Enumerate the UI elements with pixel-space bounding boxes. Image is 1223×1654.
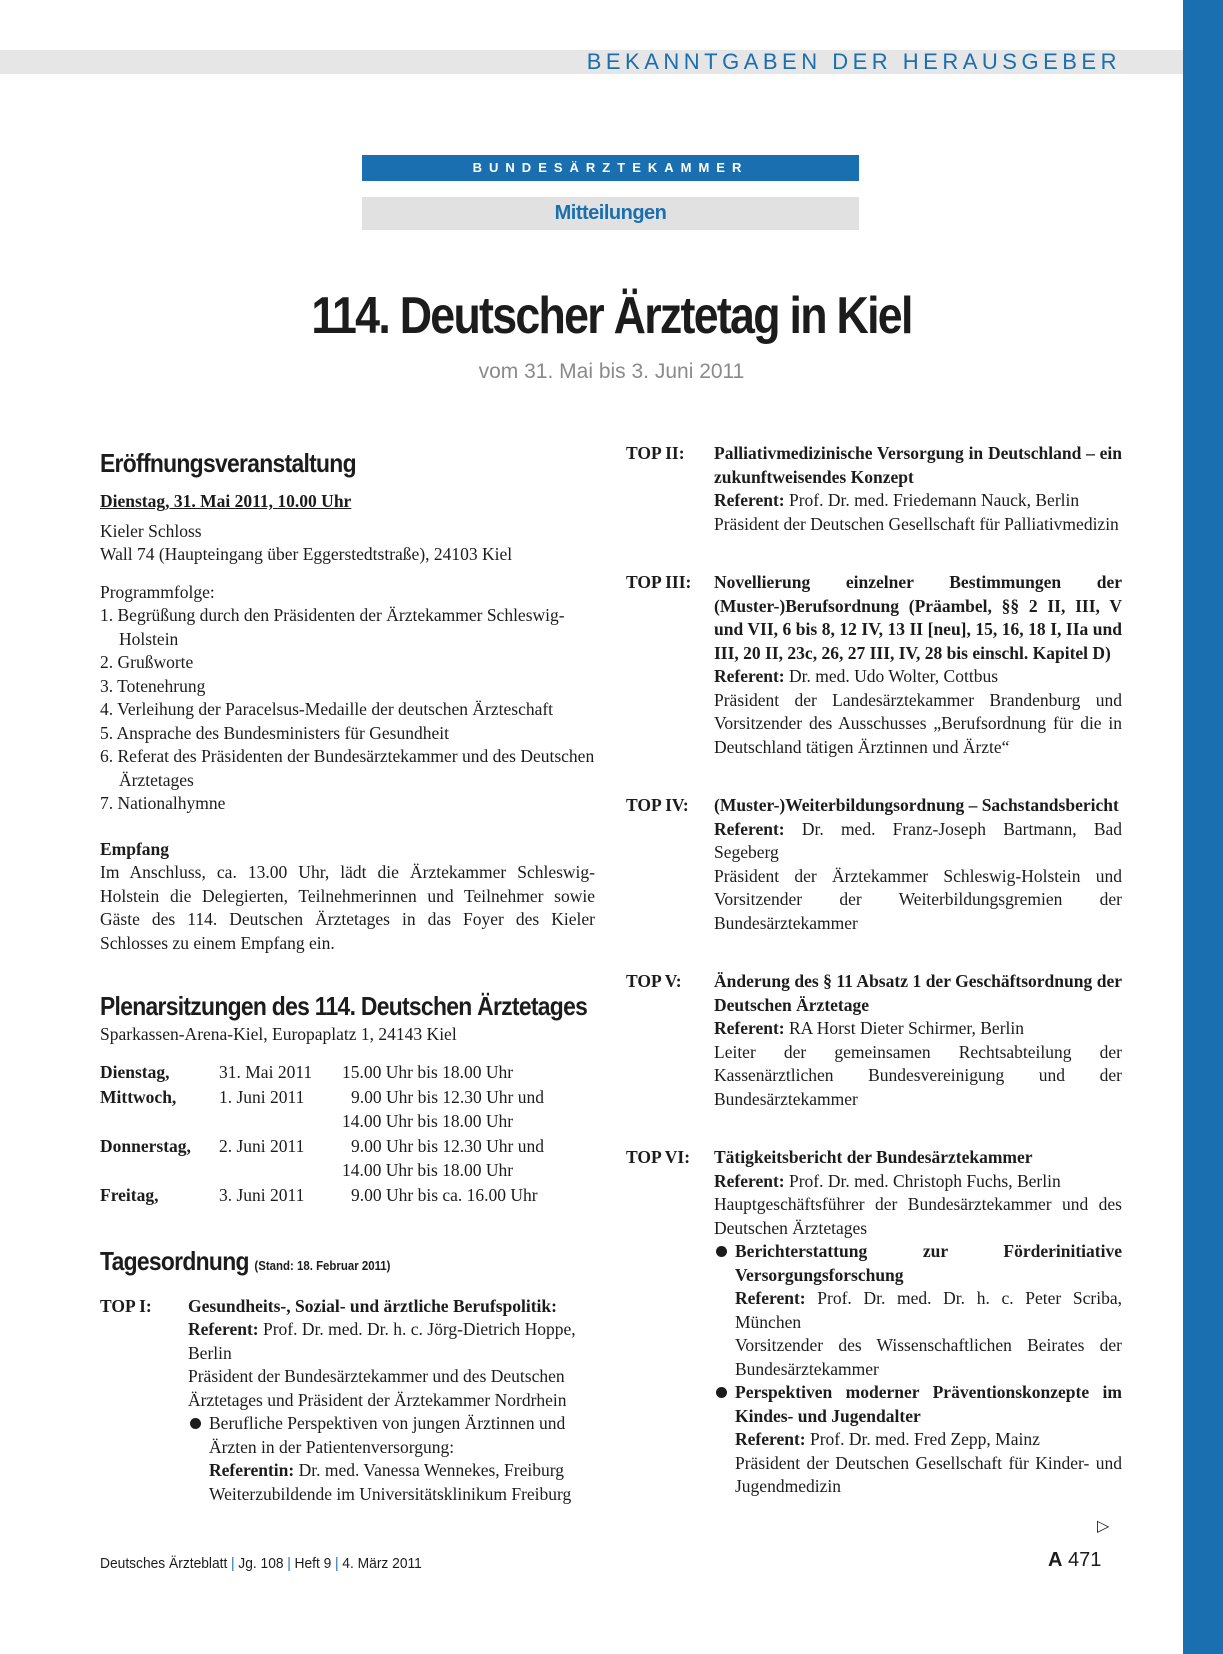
agenda-top-4: [626, 794, 1122, 935]
program-item: 5. Ansprache des Bundesministers für Gesundheit: [100, 722, 449, 743]
reception-text: Im Anschluss, ca. 13.00 Uhr, lädt die Ärztekammer Schleswig-Holstein die Delegierten, Teilnehmerinnen und Teilnehmer sowie Gäste des 114. Deutschen Ärztetages in das Foyer des Kieler Schlosses zu einem Empfang ein.: [100, 862, 595, 953]
top-bullet: Berichterstattung zur Förderinitiative Versorgungsforschung Referent: Prof. Dr. med. Dr. h. c. Peter Scriba, München Vorsitzender des Wissenschaftlichen Beirates der Bundesärztekammer: [714, 1240, 1122, 1381]
plenary-venue: Sparkassen-Arena-Kiel, Europaplatz 1, 24143 Kiel: [100, 1024, 457, 1044]
right-column: [626, 442, 1122, 1499]
agenda-top-3: [626, 571, 1122, 759]
schedule-date: 3. Juni 2011: [219, 1185, 305, 1205]
top-label: TOP V:: [626, 971, 682, 991]
journal-name: Deutsches Ärzteblatt: [100, 1555, 228, 1572]
top-role: Präsident der Landesärztekammer Brandenburg und Vorsitzender des Ausschusses „Berufsordnung für die in Deutschland tätigen Ärztinnen und Ärzte“: [714, 689, 1122, 757]
program-item: 1. Begrüßung durch den Präsidenten der Ärztekammer Schleswig-Holstein: [100, 605, 565, 649]
agenda-top-5: [626, 970, 1122, 1111]
top-role: Leiter der gemeinsamen Rechtsabteilung der Kassenärztlichen Bundesvereinigung und der Bundesärztekammer: [714, 1041, 1122, 1109]
triangle-right-icon: ▷: [1097, 1516, 1110, 1535]
top-label: TOP II:: [626, 443, 685, 463]
opening-date: Dienstag, 31. Mai 2011, 10.00 Uhr: [100, 491, 352, 511]
agenda-status: (Stand: 18. Februar 2011): [254, 1257, 391, 1273]
agenda-heading: Tagesordnung (Stand: 18. Februar 2011): [100, 1245, 391, 1276]
opening-heading: Eröffnungsveranstaltung: [100, 448, 356, 478]
plenary-schedule: [100, 1061, 595, 1210]
agenda-top-1: [100, 1295, 595, 1507]
top-referent: Referent: Dr. med. Udo Wolter, Cottbus: [714, 666, 999, 686]
program-item: 2. Grußworte: [100, 652, 194, 672]
top-role: Präsident der Deutschen Gesellschaft für Palliativmedizin: [714, 513, 1119, 534]
top-referent: Referent: Prof. Dr. med. Friedemann Nauck, Berlin: [714, 490, 1080, 510]
reception-heading: Empfang: [100, 838, 170, 859]
top-referent: Referent: RA Horst Dieter Schirmer, Berlin: [714, 1018, 1025, 1038]
program-item: 6. Referat des Präsidenten der Bundesärztekammer und des Deutschen Ärztetages: [100, 746, 595, 790]
schedule-time: 9.00 Uhr bis ca. 16.00 Uhr: [351, 1185, 538, 1205]
category-label: Mitteilungen: [362, 197, 859, 230]
schedule-date: 1. Juni 2011: [219, 1087, 305, 1107]
opening-venue-2: Wall 74 (Haupteingang über Eggerstedtstraße), 24103 Kiel: [100, 544, 513, 564]
schedule-day: Mittwoch,: [100, 1087, 177, 1107]
top-role: Präsident der Ärztekammer Schleswig-Holstein und Vorsitzender der Weiterbildungsgremien der Bundesärztekammer: [714, 865, 1122, 933]
section-band-title: BEKANNTGABEN DER HERAUSGEBER: [586, 49, 1121, 74]
top-bullet: Berufliche Perspektiven von jungen Ärztinnen und Ärzten in der Patientenversorgung: Referentin: Dr. med. Vanessa Wennekes, Freiburg Weiterzubildende im Universitätsklinikum Freiburg: [188, 1412, 595, 1506]
top-title: Änderung des § 11 Absatz 1 der Geschäftsordnung der Deutschen Ärztetage: [714, 971, 1122, 1015]
schedule-date: 31. Mai 2011: [219, 1061, 313, 1082]
journal-date: 4. März 2011: [342, 1555, 422, 1572]
top-title: Tätigkeitsbericht der Bundesärztekammer: [714, 1147, 1033, 1167]
journal-volume: Jg. 108: [238, 1555, 284, 1572]
top-title: Novellierung einzelner Bestimmungen der (Muster-)Berufsordnung (Präambel, §§ 2 II, III, V und VII, 6 bis 8, 12 IV, 13 II [neu], 15, 16, 18 I, IIa und III, 20 II, 23c, 26, 27 III, IV, 28 bis einschl. Kapitel D): [714, 572, 1122, 663]
schedule-time: 9.00 Uhr bis 12.30 Uhr und 14.00 Uhr bis 18.00 Uhr: [342, 1087, 544, 1131]
department-label: BUNDESÄRZTEKAMMER: [362, 155, 859, 181]
top-label: TOP VI:: [626, 1147, 691, 1167]
agenda-top-2: [626, 442, 1122, 536]
article-title: 114. Deutscher Ärztetag in Kiel: [311, 287, 912, 345]
schedule-time: 15.00 Uhr bis 18.00 Uhr: [342, 1061, 514, 1082]
opening-venue-1: Kieler Schloss: [100, 520, 202, 541]
agenda-top-6: [626, 1146, 1122, 1499]
left-column: [100, 446, 595, 1506]
schedule-date: 2. Juni 2011: [219, 1136, 305, 1156]
footer-citation: Deutsches Ärzteblatt | Jg. 108 | Heft 9 | 4. März 2011: [100, 1555, 422, 1572]
top-referent: Referent: Prof. Dr. med. Christoph Fuchs, Berlin: [714, 1170, 1061, 1191]
article-subtitle: vom 31. Mai bis 3. Juni 2011: [478, 360, 745, 383]
top-label: TOP IV:: [626, 795, 689, 815]
top-role: Präsident der Bundesärztekammer und des Deutschen Ärztetages und Präsident der Ärztekammer Nordrhein: [188, 1366, 567, 1410]
section-band: [0, 50, 1183, 74]
schedule-day: Donnerstag,: [100, 1136, 191, 1156]
program-item: 4. Verleihung der Paracelsus-Medaille der deutschen Ärzteschaft: [100, 699, 554, 719]
program-item: 7. Nationalhymne: [100, 793, 226, 813]
top-bullet: Perspektiven moderner Präventionskonzepte im Kindes- und Jugendalter Referent: Prof. Dr. med. Fred Zepp, Mainz Präsident der Deutschen Gesellschaft für Kinder- und Jugendmedizin: [714, 1381, 1122, 1499]
top-label: TOP I:: [100, 1295, 152, 1316]
journal-issue: Heft 9: [294, 1555, 332, 1572]
program-item: 3. Totenehrung: [100, 675, 206, 696]
schedule-day: Freitag,: [100, 1185, 159, 1205]
top-role: Hauptgeschäftsführer der Bundesärztekammer und des Deutschen Ärztetages: [714, 1194, 1122, 1238]
plenary-heading: Plenarsitzungen des 114. Deutschen Ärztetages: [100, 991, 588, 1021]
page-number: A 471: [1048, 1549, 1102, 1571]
top-title: Palliativmedizinische Versorgung in Deutschland – ein zukunftweisendes Konzept: [714, 443, 1122, 487]
schedule-time: 9.00 Uhr bis 12.30 Uhr und 14.00 Uhr bis 18.00 Uhr: [342, 1136, 544, 1180]
top-referent: Referent: Dr. med. Franz-Joseph Bartmann, Bad Segeberg: [714, 818, 1123, 862]
top-label: TOP III:: [626, 572, 692, 592]
schedule-day: Dienstag,: [100, 1061, 170, 1082]
top-referent: Referent: Prof. Dr. med. Dr. h. c. Jörg-Dietrich Hoppe, Berlin: [188, 1319, 576, 1363]
program-list: [100, 604, 595, 816]
top-title: Gesundheits-, Sozial- und ärztliche Berufspolitik:: [188, 1295, 557, 1316]
program-label: Programmfolge:: [100, 581, 215, 602]
right-edge-bar: [1183, 0, 1223, 1654]
top-title: (Muster-)Weiterbildungsordnung – Sachstandsbericht: [714, 795, 1119, 815]
